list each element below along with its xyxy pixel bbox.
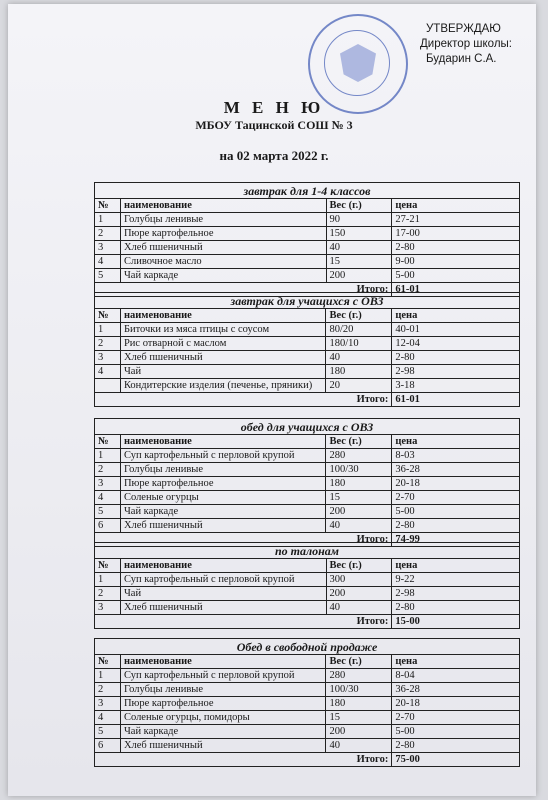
item-num: 2 [95, 463, 121, 477]
item-weight: 150 [326, 227, 392, 241]
col-header-name: наименование [120, 655, 326, 669]
item-num: 4 [95, 711, 121, 725]
col-header-num: № [95, 435, 121, 449]
col-header-name: наименование [120, 559, 326, 573]
table-row [95, 213, 520, 227]
item-price: 20-18 [392, 697, 520, 711]
item-price: 2-80 [392, 601, 520, 615]
item-price: 5-00 [392, 269, 520, 283]
item-num: 3 [95, 241, 121, 255]
item-name: Пюре картофельное [120, 477, 326, 491]
item-weight: 40 [326, 739, 392, 753]
item-weight: 180 [326, 477, 392, 491]
table-row [95, 227, 520, 241]
item-weight: 200 [326, 725, 392, 739]
item-name: Рис отварной с маслом [120, 337, 326, 351]
table-row [95, 449, 520, 463]
table-row [95, 739, 520, 753]
item-price: 20-18 [392, 477, 520, 491]
col-header-num: № [95, 309, 121, 323]
item-name: Голубцы ленивые [120, 463, 326, 477]
menu-date: на 02 марта 2022 г. [219, 148, 329, 163]
approval-position: Директор школы: [420, 38, 512, 50]
menu-table-coupons [94, 542, 520, 629]
item-price: 8-04 [392, 669, 520, 683]
item-num: 5 [95, 269, 121, 283]
total-value: 75-00 [392, 753, 520, 767]
item-num: 6 [95, 519, 121, 533]
item-num: 1 [95, 213, 121, 227]
table-row [95, 365, 520, 379]
col-header-weight: Вес (г.) [326, 435, 392, 449]
item-price: 40-01 [392, 323, 520, 337]
table-row [95, 587, 520, 601]
item-price: 2-80 [392, 739, 520, 753]
table-row [95, 491, 520, 505]
col-header-price: цена [392, 309, 520, 323]
item-name: Сливочное масло [120, 255, 326, 269]
item-price: 2-98 [392, 587, 520, 601]
table-row [95, 477, 520, 491]
col-header-weight: Вес (г.) [326, 559, 392, 573]
page-title: М Е Н Ю [223, 98, 325, 117]
item-num: 6 [95, 739, 121, 753]
total-value: 61-01 [392, 393, 520, 407]
section-title: обед для учащихся с ОВЗ [95, 419, 520, 435]
item-num: 2 [95, 587, 121, 601]
total-label: Итого: [95, 393, 392, 407]
table-row [95, 323, 520, 337]
table-row [95, 255, 520, 269]
item-name: Соленые огурцы [120, 491, 326, 505]
total-label: Итого: [95, 283, 392, 297]
menu-table-breakfast-1-4 [94, 182, 520, 297]
item-weight: 40 [326, 241, 392, 255]
item-price: 8-03 [392, 449, 520, 463]
item-name: Хлеб пшеничный [120, 739, 326, 753]
menu-table-breakfast-ovz [94, 292, 520, 407]
item-weight: 200 [326, 587, 392, 601]
item-weight: 200 [326, 505, 392, 519]
item-price: 9-00 [392, 255, 520, 269]
item-num: 5 [95, 505, 121, 519]
col-header-weight: Вес (г.) [326, 199, 392, 213]
item-num: 2 [95, 227, 121, 241]
table-row [95, 711, 520, 725]
approval-signatory: Бударин С.А. [426, 53, 497, 65]
table-row [95, 379, 520, 393]
item-name: Голубцы ленивые [120, 683, 326, 697]
item-name: Хлеб пшеничный [120, 351, 326, 365]
col-header-name: наименование [120, 199, 326, 213]
item-price: 3-18 [392, 379, 520, 393]
item-name: Хлеб пшеничный [120, 241, 326, 255]
item-price: 17-00 [392, 227, 520, 241]
item-weight: 100/30 [326, 683, 392, 697]
approval-block [420, 22, 530, 67]
item-num: 1 [95, 449, 121, 463]
total-value: 15-00 [392, 615, 520, 629]
item-name: Суп картофельный с перловой крупой [120, 573, 326, 587]
item-price: 27-21 [392, 213, 520, 227]
total-label: Итого: [95, 753, 392, 767]
item-weight: 280 [326, 669, 392, 683]
col-header-name: наименование [120, 435, 326, 449]
item-num: 1 [95, 323, 121, 337]
table-row [95, 351, 520, 365]
col-header-num: № [95, 199, 121, 213]
menu-table-free-sale-lunch [94, 638, 520, 767]
item-name: Чай каркаде [120, 725, 326, 739]
section-title: Обед в свободной продаже [95, 639, 520, 655]
col-header-num: № [95, 655, 121, 669]
item-name: Биточки из мяса птицы с соусом [120, 323, 326, 337]
item-num: 2 [95, 337, 121, 351]
item-weight: 20 [326, 379, 392, 393]
table-row [95, 601, 520, 615]
col-header-weight: Вес (г.) [326, 309, 392, 323]
col-header-price: цена [392, 435, 520, 449]
table-row [95, 725, 520, 739]
item-weight: 280 [326, 449, 392, 463]
item-num: 4 [95, 365, 121, 379]
item-weight: 40 [326, 519, 392, 533]
item-num: 3 [95, 351, 121, 365]
table-row [95, 337, 520, 351]
col-header-price: цена [392, 199, 520, 213]
item-weight: 15 [326, 711, 392, 725]
item-weight: 180 [326, 365, 392, 379]
item-price: 12-04 [392, 337, 520, 351]
item-price: 2-98 [392, 365, 520, 379]
table-row [95, 669, 520, 683]
item-weight: 90 [326, 213, 392, 227]
item-weight: 200 [326, 269, 392, 283]
item-num [95, 379, 121, 393]
item-num: 1 [95, 669, 121, 683]
school-name: МБОУ Тацинской СОШ № 3 [195, 118, 353, 132]
total-label: Итого: [95, 615, 392, 629]
item-num: 4 [95, 491, 121, 505]
item-num: 4 [95, 255, 121, 269]
item-name: Суп картофельный с перловой крупой [120, 449, 326, 463]
item-price: 2-70 [392, 711, 520, 725]
item-price: 9-22 [392, 573, 520, 587]
item-name: Пюре картофельное [120, 697, 326, 711]
col-header-weight: Вес (г.) [326, 655, 392, 669]
item-weight: 40 [326, 601, 392, 615]
item-num: 3 [95, 601, 121, 615]
item-price: 2-80 [392, 519, 520, 533]
col-header-name: наименование [120, 309, 326, 323]
item-name: Голубцы ленивые [120, 213, 326, 227]
menu-table-lunch-ovz [94, 418, 520, 547]
table-row [95, 683, 520, 697]
item-price: 2-80 [392, 241, 520, 255]
table-row [95, 269, 520, 283]
item-num: 3 [95, 477, 121, 491]
item-name: Хлеб пшеничный [120, 601, 326, 615]
item-name: Чай каркаде [120, 269, 326, 283]
table-row [95, 505, 520, 519]
total-value: 61-01 [392, 283, 520, 297]
total-value: 74-99 [392, 533, 520, 547]
col-header-price: цена [392, 655, 520, 669]
item-name: Суп картофельный с перловой крупой [120, 669, 326, 683]
item-weight: 100/30 [326, 463, 392, 477]
item-name: Соленые огурцы, помидоры [120, 711, 326, 725]
total-label: Итого: [95, 533, 392, 547]
section-title: по талонам [95, 543, 520, 559]
table-row [95, 573, 520, 587]
table-row [95, 463, 520, 477]
item-num: 3 [95, 697, 121, 711]
section-title: завтрак для учащихся с ОВЗ [95, 293, 520, 309]
item-name: Чай [120, 587, 326, 601]
item-name: Пюре картофельное [120, 227, 326, 241]
item-weight: 180 [326, 697, 392, 711]
table-row [95, 519, 520, 533]
item-name: Чай каркаде [120, 505, 326, 519]
item-name: Кондитерские изделия (печенье, пряники) [120, 379, 326, 393]
item-price: 36-28 [392, 683, 520, 697]
item-weight: 15 [326, 491, 392, 505]
section-title: завтрак для 1-4 классов [95, 183, 520, 199]
approval-heading: УТВЕРЖДАЮ [426, 23, 501, 35]
item-price: 36-28 [392, 463, 520, 477]
col-header-num: № [95, 559, 121, 573]
item-price: 2-70 [392, 491, 520, 505]
item-weight: 180/10 [326, 337, 392, 351]
item-weight: 40 [326, 351, 392, 365]
col-header-price: цена [392, 559, 520, 573]
item-weight: 15 [326, 255, 392, 269]
item-weight: 300 [326, 573, 392, 587]
item-price: 5-00 [392, 505, 520, 519]
table-row [95, 241, 520, 255]
item-num: 1 [95, 573, 121, 587]
item-name: Хлеб пшеничный [120, 519, 326, 533]
item-price: 2-80 [392, 351, 520, 365]
item-num: 2 [95, 683, 121, 697]
item-price: 5-00 [392, 725, 520, 739]
item-name: Чай [120, 365, 326, 379]
table-row [95, 697, 520, 711]
item-weight: 80/20 [326, 323, 392, 337]
item-num: 5 [95, 725, 121, 739]
